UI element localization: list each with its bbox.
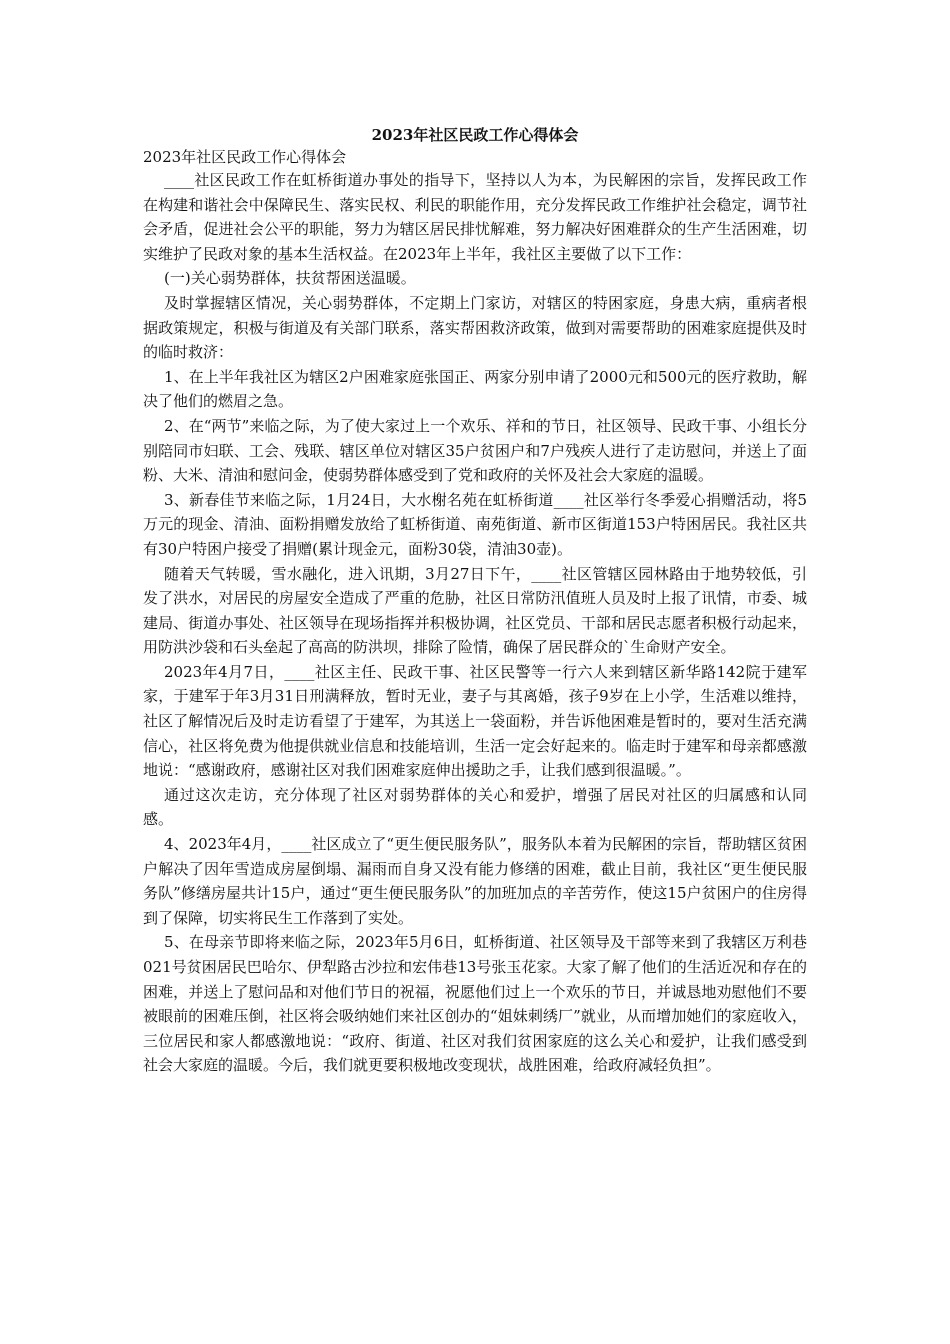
- document-subtitle: 2023年社区民政工作心得体会: [143, 148, 347, 166]
- paragraph-item-2: 2、在“两节”来临之际，为了使大家过上一个欢乐、祥和的节日，社区领导、民政干事、小组长分别陪同市妇联、工会、残联、辖区单位对辖区35户贫困户和7户残疾人进行了走访慰问，并送上了面粉、大米、清油和慰问金，使弱势群体感受到了党和政府的关怀及社会大家庭的温暖。: [143, 416, 807, 485]
- paragraph-overview: 及时掌握辖区情况，关心弱势群体，不定期上门家访，对辖区的特困家庭，身患大病，重病者根据政策规定，积极与街道及有关部门联系，落实帮困救济政策，做到对需要帮助的困难家庭提供及时的临时救济：: [143, 293, 807, 362]
- paragraph-item-1: 1、在上半年我社区为辖区2户困难家庭张国正、两家分别申请了2000元和500元的医疗救助，解决了他们的燃眉之急。: [143, 367, 807, 411]
- paragraph-flood: 随着天气转暖，雪水融化，进入讯期，3月27日下午，____社区管辖区园林路由于地势较低，引发了洪水，对居民的房屋安全造成了严重的危胁，社区日常防汛值班人员及时上报了讯情，市委、城建局、街道办事处、社区领导在现场指挥并积极协调，社区党员、干部和居民志愿者积极行动起来，用防洪沙袋和石头垒起了高高的防洪坝，排除了险情，确保了居民群众的`生命财产安全。: [143, 564, 807, 657]
- paragraph-intro: ____社区民政工作在虹桥街道办事处的指导下，坚持以人为本，为民解困的宗旨，发挥民政工作在构建和谐社会中保障民生、落实民权、利民的职能作用，充分发挥民政工作维护社会稳定，调节社会矛盾，促进社会公平的职能，努力为辖区居民排忧解难，努力解决好困难群众的生产生活困难，切实维护了民政对象的基本生活权益。在2023年上半年，我社区主要做了以下工作：: [143, 171, 807, 263]
- document-title: 2023年社区民政工作心得体会: [371, 126, 579, 144]
- paragraph-item-4: 4、2023年4月，____社区成立了“更生便民服务队”，服务队本着为民解困的宗旨，帮助辖区贫困户解决了因年雪造成房屋倒塌、漏雨而自身又没有能力修缮的困难，截止目前，我社区“更生便民服务队”修缮房屋共计15户，通过“更生便民服务队”的加班加点的辛苦劳作，使这15户贫困户的住房得到了保障，切实将民生工作落到了实处。: [143, 835, 807, 927]
- paragraph-item-3: 3、新春佳节来临之际，1月24日，大水榭名苑在虹桥街道____社区举行冬季爱心捐赠活动，将5万元的现金、清油、面粉捐赠发放给了虹桥街道、南苑街道、新市区街道153户特困居民。我社区共有30户特困户接受了捐赠(累计现金元，面粉30袋，清油30壶)。: [143, 490, 807, 558]
- paragraph-item-5: 5、在母亲节即将来临之际，2023年5月6日，虹桥街道、社区领导及干部等来到了我辖区万利巷021号贫困居民巴哈尔、伊犁路古沙拉和宏伟巷13号张玉花家。大家了解了他们的生活近况和存在的困难，并送上了慰问品和对他们节日的祝福，祝愿他们过上一个欢乐的节日，并诚恳地劝慰他们不要被眼前的困难压倒，社区将会吸纳她们来社区创办的“姐妹刺绣厂”就业，从而增加她们的家庭收入，三位居民和家人都感激地说：“政府、街道、社区对我们贫困家庭的这么关心和爱护，让我们感受到社会大家庭的温暖。今后，我们就更要积极地改变现状，战胜困难，给政府减轻负担”。: [143, 933, 807, 1075]
- paragraph-visit: 2023年4月7日，____社区主任、民政干事、社区民警等一行六人来到辖区新华路142院于建军家，于建军于年3月31日刑满释放，暂时无业，妻子与其离婚，孩子9岁在上小学，生活难以维持，社区了解情况后及时走访看望了于建军，为其送上一袋面粉，并告诉他困难是暂时的，要对生活充满信心，社区将免费为他提供就业信息和技能培训，生活一定会好起来的。临走时于建军和母亲都感激地说：“感谢政府，感谢社区对我们困难家庭伸出援助之手，让我们感到很温暖。”。: [143, 662, 807, 780]
- paragraph-visit-summary: 通过这次走访，充分体现了社区对弱势群体的关心和爱护，增强了居民对社区的归属感和认同感。: [143, 785, 807, 829]
- document-page: [143, 118, 807, 1078]
- paragraph-section-heading: (一)关心弱势群体，扶贫帮困送温暖。: [164, 269, 416, 288]
